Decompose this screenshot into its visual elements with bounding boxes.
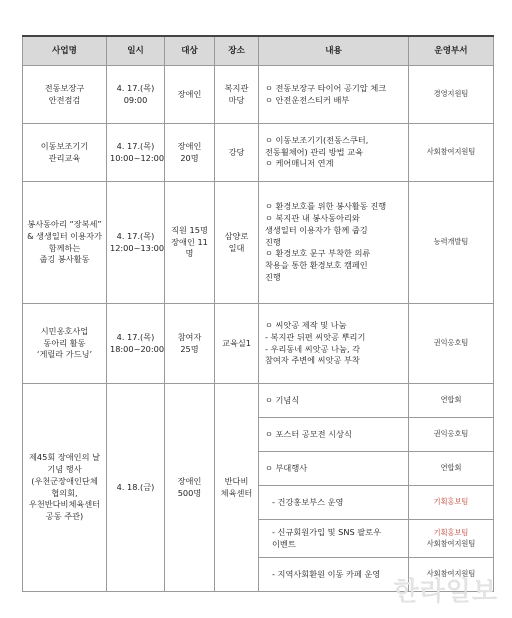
header-target: 대상	[165, 36, 215, 66]
program-name-line: 줍깅 봉사활동	[39, 254, 90, 265]
content-line: 전동휠체어) 관리 방법 교육	[265, 146, 364, 157]
content-line: 생생일터 이용자가 함께 줍깅	[265, 224, 368, 235]
program-name-line: 동아리 활동	[43, 337, 86, 348]
table-row	[23, 384, 494, 418]
content-line: - 건강홍보부스 운영	[272, 496, 344, 507]
content-line: 진행	[265, 272, 281, 283]
event-item-content	[259, 486, 409, 520]
program-name-line: 시민옹호사업	[40, 325, 89, 336]
program-target	[165, 182, 215, 304]
content-line: ㅇ 복지관 내 봉사동아리와	[265, 212, 360, 223]
date-line: 4. 17.(목)	[116, 140, 155, 151]
content-line: - 신규회원가입 및 SNS 팔로우	[272, 526, 381, 537]
program-place	[215, 304, 259, 384]
event-item-content	[259, 520, 409, 558]
program-name	[23, 124, 107, 182]
header-date: 일시	[107, 36, 165, 66]
date-line: 10:00~12:00	[110, 152, 165, 163]
program-place	[215, 182, 259, 304]
place-line: 체육센터	[220, 487, 253, 498]
program-dept: 경영지원팀	[409, 66, 494, 124]
program-place	[215, 66, 259, 124]
header-row	[23, 36, 494, 66]
program-target	[165, 66, 215, 124]
place-line: 교육실1	[222, 337, 251, 348]
place-line: 삼양로	[224, 230, 249, 241]
program-dept: 능력개발팀	[409, 182, 494, 304]
program-name-line: 전동보장구	[44, 82, 85, 93]
event-item-content	[259, 452, 409, 486]
content-line: 이벤트	[272, 538, 296, 549]
event-name-line: 공동 주관)	[45, 511, 84, 522]
target-line: 장애인	[177, 140, 202, 151]
date-line: 18:00~20:00	[110, 343, 165, 354]
content-line: ㅇ 기념식	[265, 394, 300, 405]
content-line: 진행	[265, 236, 281, 247]
dept-line: 기획홍보팀	[433, 528, 469, 538]
content-line: ㅇ 씨앗공 제작 및 나눔	[265, 319, 347, 330]
event-name	[23, 384, 107, 592]
header-name: 사업명	[23, 36, 107, 66]
date-line: 09:00	[123, 94, 148, 105]
content-line: ㅇ 케어매니저 연계	[265, 158, 334, 169]
place-line: 일대	[228, 242, 245, 253]
program-date	[107, 182, 165, 304]
dept-line: 사회참여지원팀	[426, 569, 476, 579]
header-dept: 운영부서	[409, 36, 494, 66]
target-line: 25명	[180, 343, 199, 354]
date-line: 12:00~13:00	[110, 242, 165, 253]
target-line: 장애인	[177, 88, 202, 99]
program-target	[165, 124, 215, 182]
event-place	[215, 384, 259, 592]
event-name-line: (우천군장애인단체	[31, 475, 98, 486]
place-line: 반다비	[224, 475, 249, 486]
event-item-content	[259, 384, 409, 418]
program-content	[259, 182, 409, 304]
date-line: 4. 17.(목)	[116, 331, 155, 342]
content-line: 참여자 주변에 씨앗공 부착	[265, 355, 360, 366]
content-line: ㅇ 부대행사	[265, 462, 308, 473]
program-content	[259, 66, 409, 124]
event-item-dept	[409, 520, 494, 558]
event-item-dept	[409, 486, 494, 520]
content-line: 착용을 통한 환경보호 캠페인	[265, 260, 368, 271]
place-line: 강당	[228, 146, 245, 157]
program-dept: 사회참여지원팀	[409, 124, 494, 182]
event-item-content	[259, 418, 409, 452]
event-date	[107, 384, 165, 592]
target-line: 20명	[180, 152, 199, 163]
content-line: ㅇ 환경보호 문구 부착한 의류	[265, 248, 371, 259]
program-name	[23, 304, 107, 384]
date-line: 4. 18.(금)	[116, 481, 155, 492]
program-content	[259, 304, 409, 384]
content-line: - 복지관 뒤편 씨앗공 뿌리기	[265, 331, 366, 342]
place-line: 복지관	[224, 82, 249, 93]
dept-line: 기획홍보팀	[433, 497, 469, 507]
content-line: ㅇ 안전운전스티커 배부	[265, 94, 350, 105]
program-dept: 권익옹호팀	[409, 304, 494, 384]
program-name	[23, 182, 107, 304]
event-name-line: 제45회 장애인의 날	[29, 451, 100, 462]
header-place: 장소	[215, 36, 259, 66]
program-name	[23, 66, 107, 124]
event-name-line: 우천반다비체육센터	[28, 499, 101, 510]
event-target	[165, 384, 215, 592]
program-name-line: & 생생일터 이용자가	[27, 230, 102, 241]
program-date	[107, 124, 165, 182]
program-name-line: 봉사동아리 “장복세”	[27, 218, 102, 229]
program-name-line: ‘게릴라 가드닝’	[36, 349, 93, 360]
newspaper-watermark: 한라일보	[393, 577, 498, 607]
program-content	[259, 124, 409, 182]
program-name-line: 안전점검	[48, 94, 81, 105]
target-line: 장애인	[177, 475, 202, 486]
content-line: ㅇ 이동보조기기(전동스쿠터,	[265, 134, 369, 145]
dept-line: 연합회	[440, 395, 462, 405]
schedule-table	[22, 35, 494, 592]
content-line: ㅇ 전동보장구 타이어 공기압 체크	[265, 82, 387, 93]
dept-line: 사회참여지원팀	[426, 538, 476, 548]
target-line: 직원 15명	[171, 224, 208, 235]
program-name-line: 이동보조기기	[40, 140, 89, 151]
table-row	[23, 182, 494, 304]
table-row	[23, 304, 494, 384]
program-name-line: 관리교육	[48, 152, 81, 163]
content-line: - 우리동네 씨앗공 나눔, 각	[265, 343, 361, 354]
event-name-line: 협의회,	[51, 487, 78, 498]
dept-line: 연합회	[440, 463, 462, 473]
program-place	[215, 124, 259, 182]
program-target	[165, 304, 215, 384]
event-name-line: 기념 행사	[47, 463, 82, 474]
program-date	[107, 66, 165, 124]
dept-line: 권익옹호팀	[433, 429, 469, 439]
target-line: 장애인 11명	[171, 236, 208, 259]
program-date	[107, 304, 165, 384]
content-line: ㅇ 포스터 공모전 시상식	[265, 428, 352, 439]
event-item-dept	[409, 452, 494, 486]
event-item-content	[259, 558, 409, 592]
date-line: 4. 17.(목)	[116, 82, 155, 93]
target-line: 참여자	[177, 331, 202, 342]
table-row	[23, 124, 494, 182]
target-line: 500명	[177, 487, 202, 498]
event-item-dept	[409, 384, 494, 418]
place-line: 마당	[228, 94, 245, 105]
content-line: - 지역사회환원 이동 카페 운영	[272, 568, 381, 579]
program-name-line: 함께하는	[48, 242, 81, 253]
date-line: 4. 17.(목)	[116, 230, 155, 241]
table-row	[23, 66, 494, 124]
content-line: ㅇ 환경보호를 위한 봉사활동 진행	[265, 200, 387, 211]
event-item-dept	[409, 418, 494, 452]
header-content: 내용	[259, 36, 409, 66]
